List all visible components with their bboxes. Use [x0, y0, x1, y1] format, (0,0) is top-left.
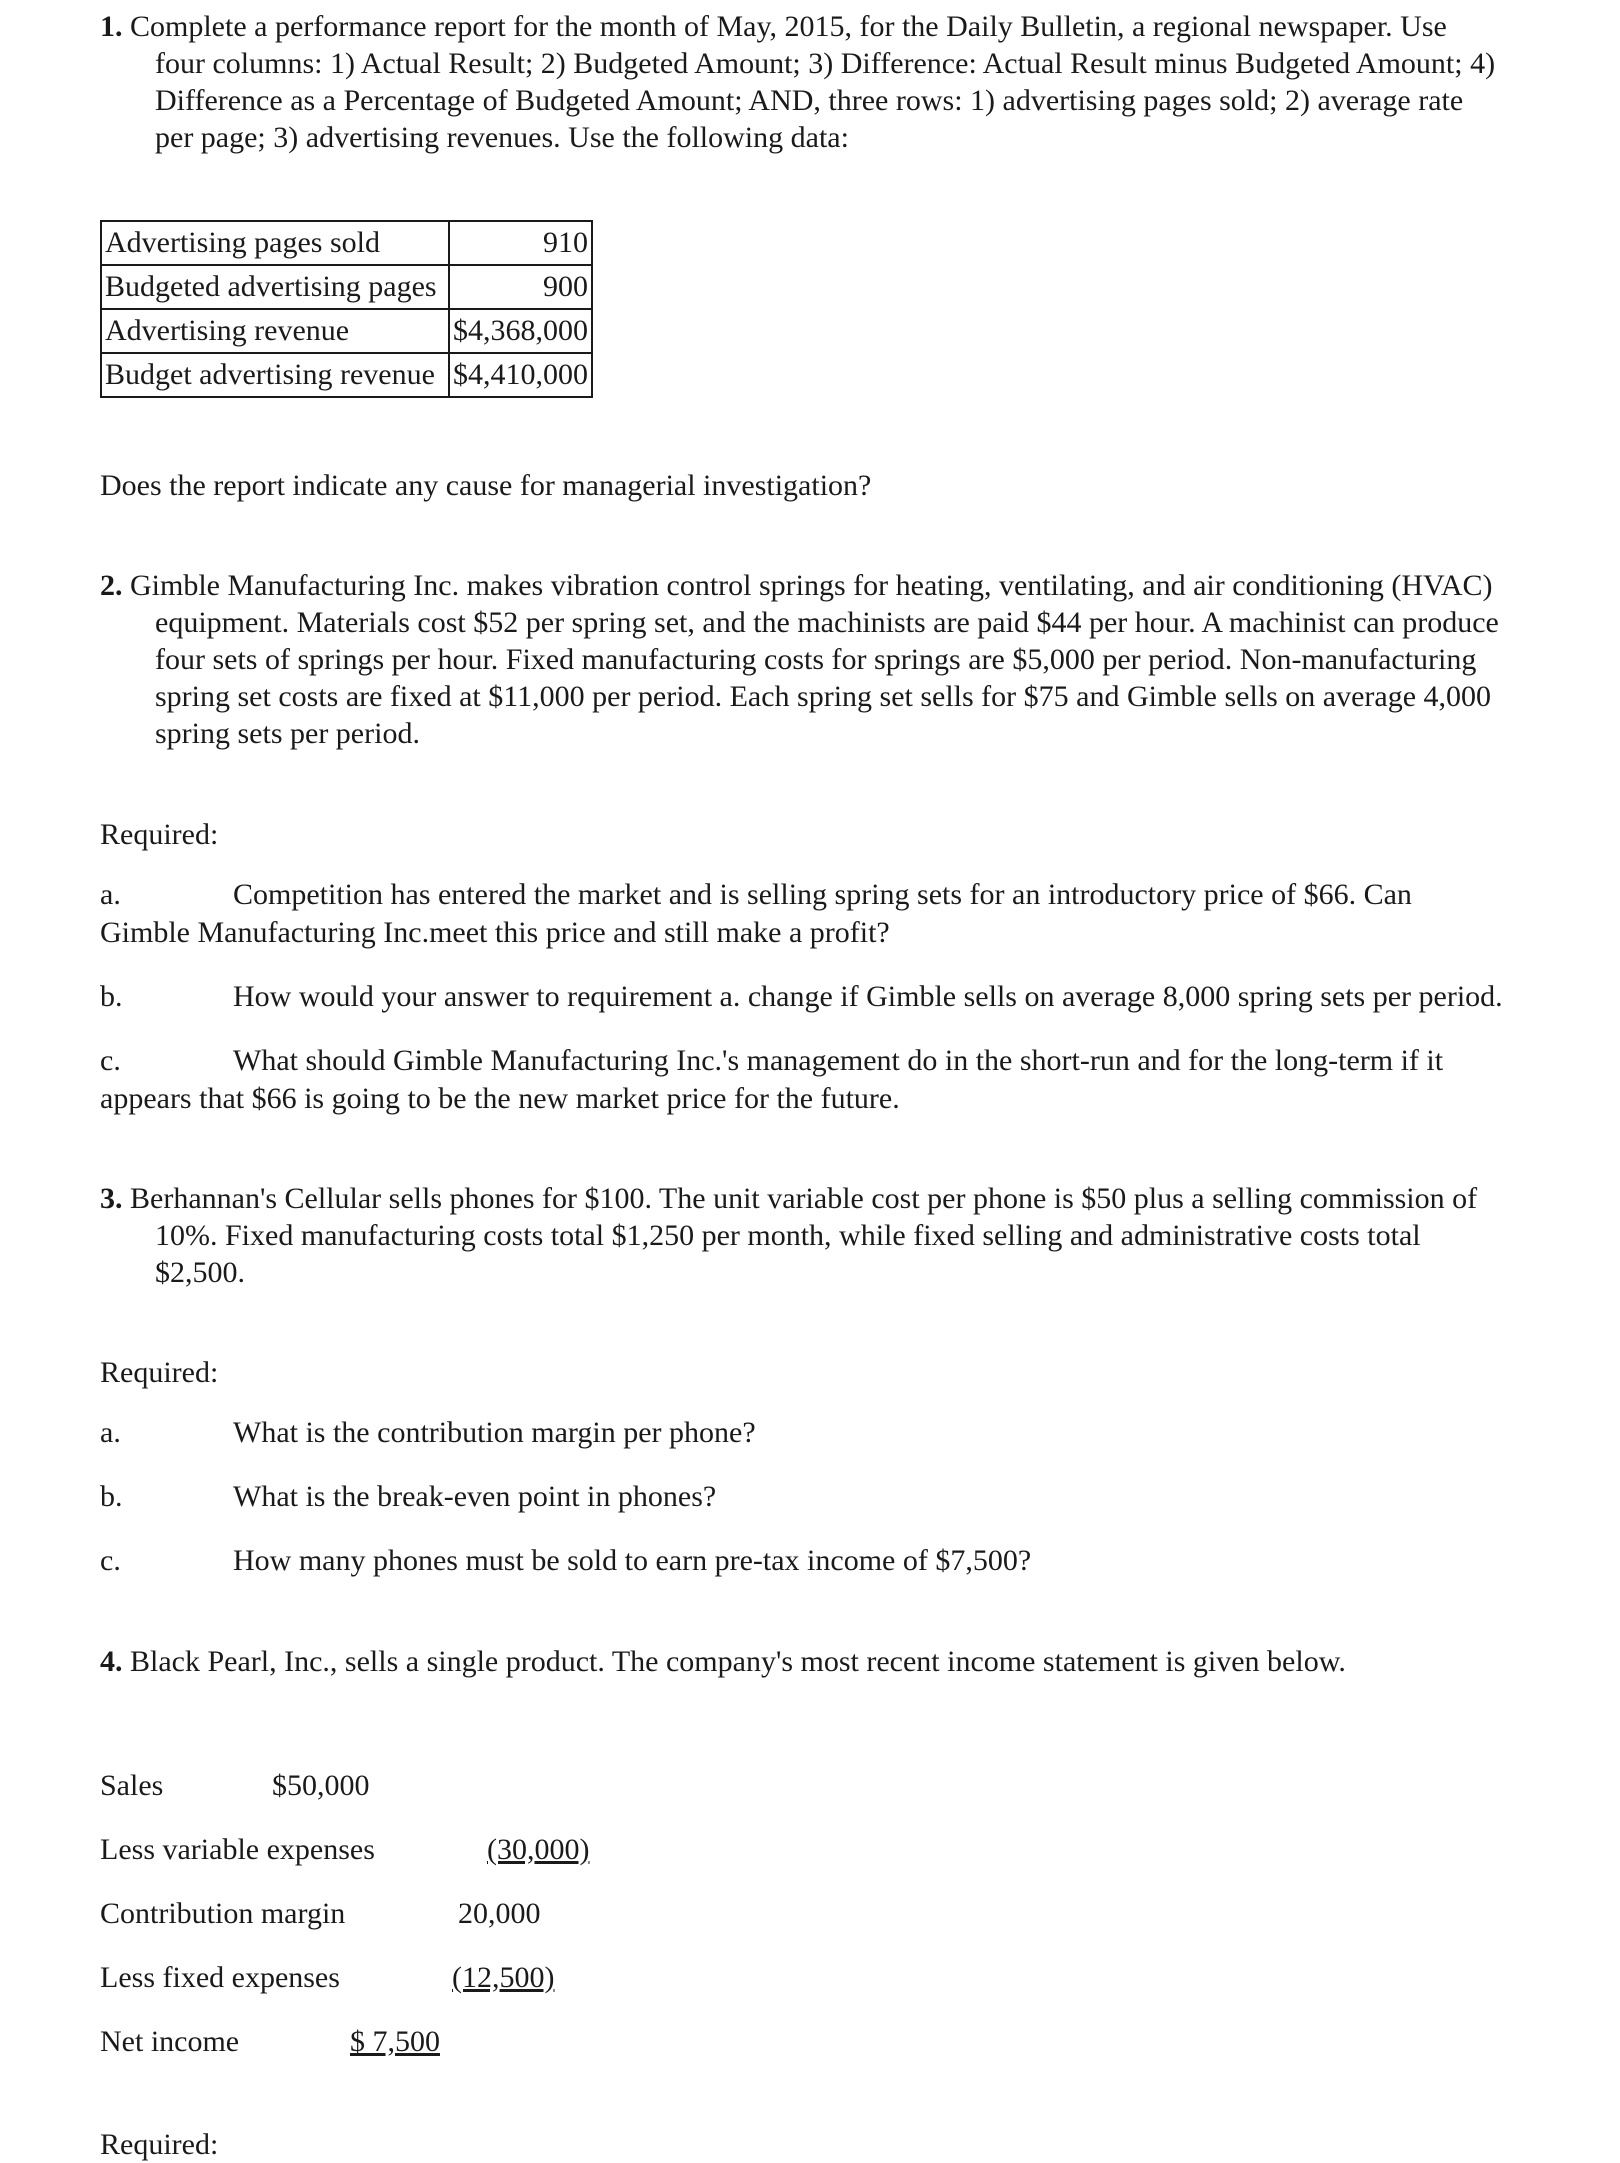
- income-sales-value: $50,000: [272, 1769, 370, 1802]
- income-variable-value: (30,000): [487, 1833, 590, 1866]
- q3-required-heading: Required:: [100, 1356, 219, 1389]
- q2-a-line1: Competition has entered the market and is selling spring sets for an introductory price of $66. Can: [233, 878, 1412, 911]
- table-row: [101, 309, 592, 353]
- q3-c-label: c.: [100, 1544, 121, 1577]
- q3-line3: $2,500.: [155, 1256, 245, 1289]
- q2-line3: four sets of springs per hour. Fixed manufacturing costs for springs are $5,000 per period. Non-manufacturing: [155, 643, 1477, 676]
- income-cm-label: Contribution margin: [100, 1897, 346, 1930]
- table-row: [101, 221, 592, 265]
- q2-line2: equipment. Materials cost $52 per spring set, and the machinists are paid $44 per hour. A machinist can produce: [155, 606, 1499, 639]
- q1-question: Does the report indicate any cause for managerial investigation?: [100, 469, 872, 502]
- q4-required-heading: Required:: [100, 2128, 219, 2161]
- q1-data-table: [100, 220, 593, 398]
- q2-line1: [100, 567, 1492, 604]
- q1-line1: [100, 8, 1447, 45]
- table-cell-value: $4,368,000: [449, 309, 592, 353]
- income-variable-label: Less variable expenses: [100, 1833, 375, 1866]
- q3-a-text: What is the contribution margin per phone?: [233, 1416, 756, 1449]
- q1-text-line1: Complete a performance report for the month of May, 2015, for the Daily Bulletin, a regional newspaper. Use: [130, 10, 1447, 43]
- table-row: [101, 265, 592, 309]
- income-fixed-label: Less fixed expenses: [100, 1961, 340, 1994]
- income-ni-value: $ 7,500: [350, 2025, 440, 2058]
- q2-a-line2: Gimble Manufacturing Inc.meet this price and still make a profit?: [100, 916, 890, 949]
- q3-line1: [100, 1180, 1477, 1217]
- q2-text-line1: Gimble Manufacturing Inc. makes vibration control springs for heating, ventilating, and air conditioning (HVAC): [130, 569, 1493, 602]
- q3-text-line1: Berhannan's Cellular sells phones for $100. The unit variable cost per phone is $50 plus a selling commission of: [130, 1182, 1478, 1215]
- q2-b-label: b.: [100, 980, 123, 1013]
- q3-b-text: What is the break-even point in phones?: [233, 1480, 717, 1513]
- table-cell-label: Advertising revenue: [101, 309, 449, 353]
- q3-b-label: b.: [100, 1480, 123, 1513]
- table-cell-value: 900: [449, 265, 592, 309]
- q1-number: 1.: [100, 10, 123, 43]
- q4-intro: [100, 1643, 1346, 1680]
- q3-a-label: a.: [100, 1416, 121, 1449]
- q1-line3: Difference as a Percentage of Budgeted Amount; AND, three rows: 1) advertising pages sold; 2) average rate: [155, 84, 1464, 117]
- table-cell-value: 910: [449, 221, 592, 265]
- q2-line5: spring sets per period.: [155, 717, 420, 750]
- q3-c-text: How many phones must be sold to earn pre-tax income of $7,500?: [233, 1544, 1032, 1577]
- q2-required-heading: Required:: [100, 818, 219, 851]
- table-cell-label: Budget advertising revenue: [101, 353, 449, 397]
- q3-number: 3.: [100, 1182, 123, 1215]
- q2-c-line2: appears that $66 is going to be the new market price for the future.: [100, 1082, 900, 1115]
- q1-line2: four columns: 1) Actual Result; 2) Budgeted Amount; 3) Difference: Actual Result minus Budgeted Amount; 4): [155, 47, 1496, 80]
- q2-c-label: c.: [100, 1044, 121, 1077]
- table-cell-value: $4,410,000: [449, 353, 592, 397]
- income-ni-label: Net income: [100, 2025, 240, 2058]
- table-cell-label: Budgeted advertising pages: [101, 265, 449, 309]
- q2-number: 2.: [100, 569, 123, 602]
- income-cm-value: 20,000: [458, 1897, 541, 1930]
- q2-b-text: How would your answer to requirement a. change if Gimble sells on average 8,000 spring sets per period.: [233, 980, 1503, 1013]
- income-sales-label: Sales: [100, 1769, 164, 1802]
- q4-number: 4.: [100, 1645, 123, 1678]
- table-cell-label: Advertising pages sold: [101, 221, 449, 265]
- q4-intro-text: Black Pearl, Inc., sells a single product. The company's most recent income statement is given below.: [130, 1645, 1346, 1678]
- q2-line4: spring set costs are fixed at $11,000 per period. Each spring set sells for $75 and Gimble sells on average 4,000: [155, 680, 1492, 713]
- table-row: [101, 353, 592, 397]
- q2-c-line1: What should Gimble Manufacturing Inc.'s management do in the short-run and for the long-term if it: [233, 1044, 1444, 1077]
- q2-a-label: a.: [100, 878, 121, 911]
- q3-line2: 10%. Fixed manufacturing costs total $1,250 per month, while fixed selling and administrative costs total: [155, 1219, 1421, 1252]
- income-fixed-value: (12,500): [452, 1961, 555, 1994]
- q1-line4: per page; 3) advertising revenues. Use the following data:: [155, 121, 849, 154]
